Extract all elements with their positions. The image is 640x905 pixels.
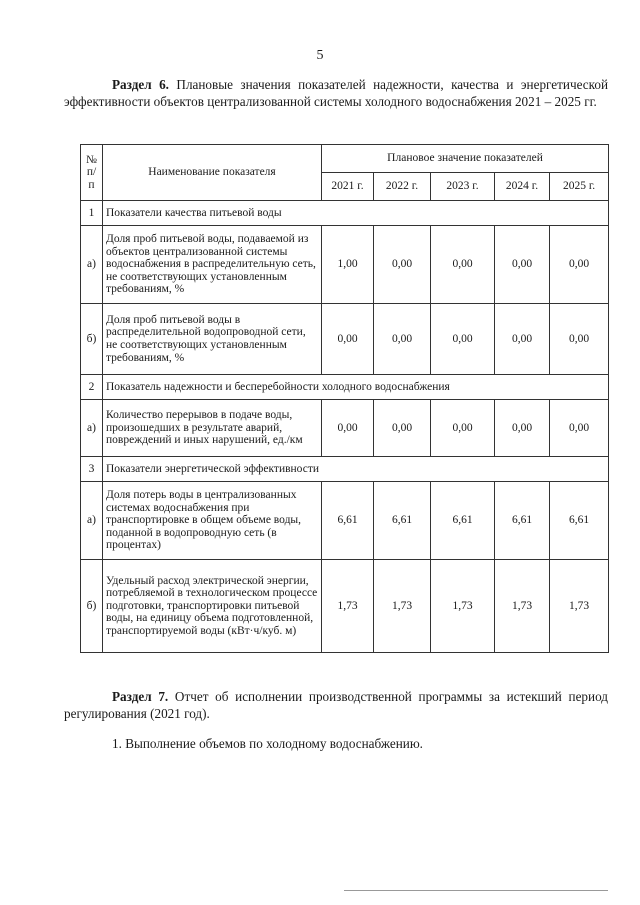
value-cell: 1,73 [431,560,495,653]
indicator-name: Количество перерывов в подаче воды, произошедших в результате аварий, повреждений и иных нарушений, ед./км [103,400,322,457]
section-number: 2 [81,375,103,400]
value-cell: 1,73 [550,560,609,653]
section-row [81,457,609,482]
value-cell: 0,00 [431,400,495,457]
value-cell: 0,00 [550,400,609,457]
page-number: 5 [316,48,324,63]
year-header: 2024 г. [495,173,550,201]
value-cell: 6,61 [431,482,495,560]
value-cell: 1,73 [374,560,431,653]
section-title: Показатель надежности и бесперебойности холодного водоснабжения [103,375,609,400]
table-row [81,482,609,560]
value-cell: 6,61 [550,482,609,560]
value-cell: 6,61 [322,482,374,560]
section6-text: Плановые значения показателей надежности, качества и энергетической эффективности объектов централизованной системы холодного водоснабжения 2021 – 2025 гг. [64,77,609,109]
col-group-header: Плановое значение показателей [322,145,609,173]
value-cell: 1,73 [495,560,550,653]
indicator-name: Доля потерь воды в централизованных системах водоснабжения при транспортировке в общем объеме воды, поданной в водопроводную сеть (в процентах) [103,482,322,560]
row-number: б) [81,560,103,653]
value-cell: 6,61 [374,482,431,560]
value-cell: 0,00 [550,226,609,304]
value-cell: 0,00 [431,226,495,304]
table-row [81,400,609,457]
value-cell: 0,00 [374,400,431,457]
table-row [81,226,609,304]
row-number: а) [81,482,103,560]
value-cell: 0,00 [495,304,550,375]
row-number: а) [81,226,103,304]
section-title: Показатели качества питьевой воды [103,201,609,226]
section-title: Показатели энергетической эффективности [103,457,609,482]
section-row [81,375,609,400]
value-cell: 0,00 [374,304,431,375]
section-row [81,201,609,226]
year-header: 2021 г. [322,173,374,201]
year-header: 2025 г. [550,173,609,201]
value-cell: 0,00 [495,226,550,304]
section7-label: Раздел 7. [112,689,169,704]
col-num-header: № п/п [81,145,103,201]
section7-heading [64,688,608,722]
indicator-name: Доля проб питьевой воды, подаваемой из объектов централизованной системы водоснабжения в распределительную сеть, не соответствующих установленным требованиям, % [103,226,322,304]
section-number: 3 [81,457,103,482]
section-number: 1 [81,201,103,226]
section7-text: Отчет об исполнении производственной программы за истекший период регулирования (2021 год). [64,689,609,721]
table-row [81,304,609,375]
value-cell: 0,00 [322,400,374,457]
value-cell: 0,00 [431,304,495,375]
value-cell: 1,00 [322,226,374,304]
section6-heading [64,76,608,110]
section6-label: Раздел 6. [112,77,169,92]
year-header: 2022 г. [374,173,431,201]
value-cell: 6,61 [495,482,550,560]
indicator-name: Доля проб питьевой воды в распределительной водопроводной сети, не соответствующих установленным требованиям, % [103,304,322,375]
value-cell: 0,00 [550,304,609,375]
item1-text: 1. Выполнение объемов по холодному водоснабжению. [112,736,423,751]
table-row [81,560,609,653]
footer-divider [344,890,608,891]
indicators-table [80,144,609,653]
table-header-row [81,145,609,173]
value-cell: 0,00 [322,304,374,375]
year-header: 2023 г. [431,173,495,201]
indicator-name: Удельный расход электрической энергии, потребляемой в технологическом процессе подготовки, транспортировки питьевой воды, на единицу объема подготовленной, транспортируемой воды (кВт·ч/куб. м) [103,560,322,653]
row-number: а) [81,400,103,457]
value-cell: 0,00 [495,400,550,457]
col-name-header: Наименование показателя [103,145,322,201]
value-cell: 0,00 [374,226,431,304]
value-cell: 1,73 [322,560,374,653]
row-number: б) [81,304,103,375]
